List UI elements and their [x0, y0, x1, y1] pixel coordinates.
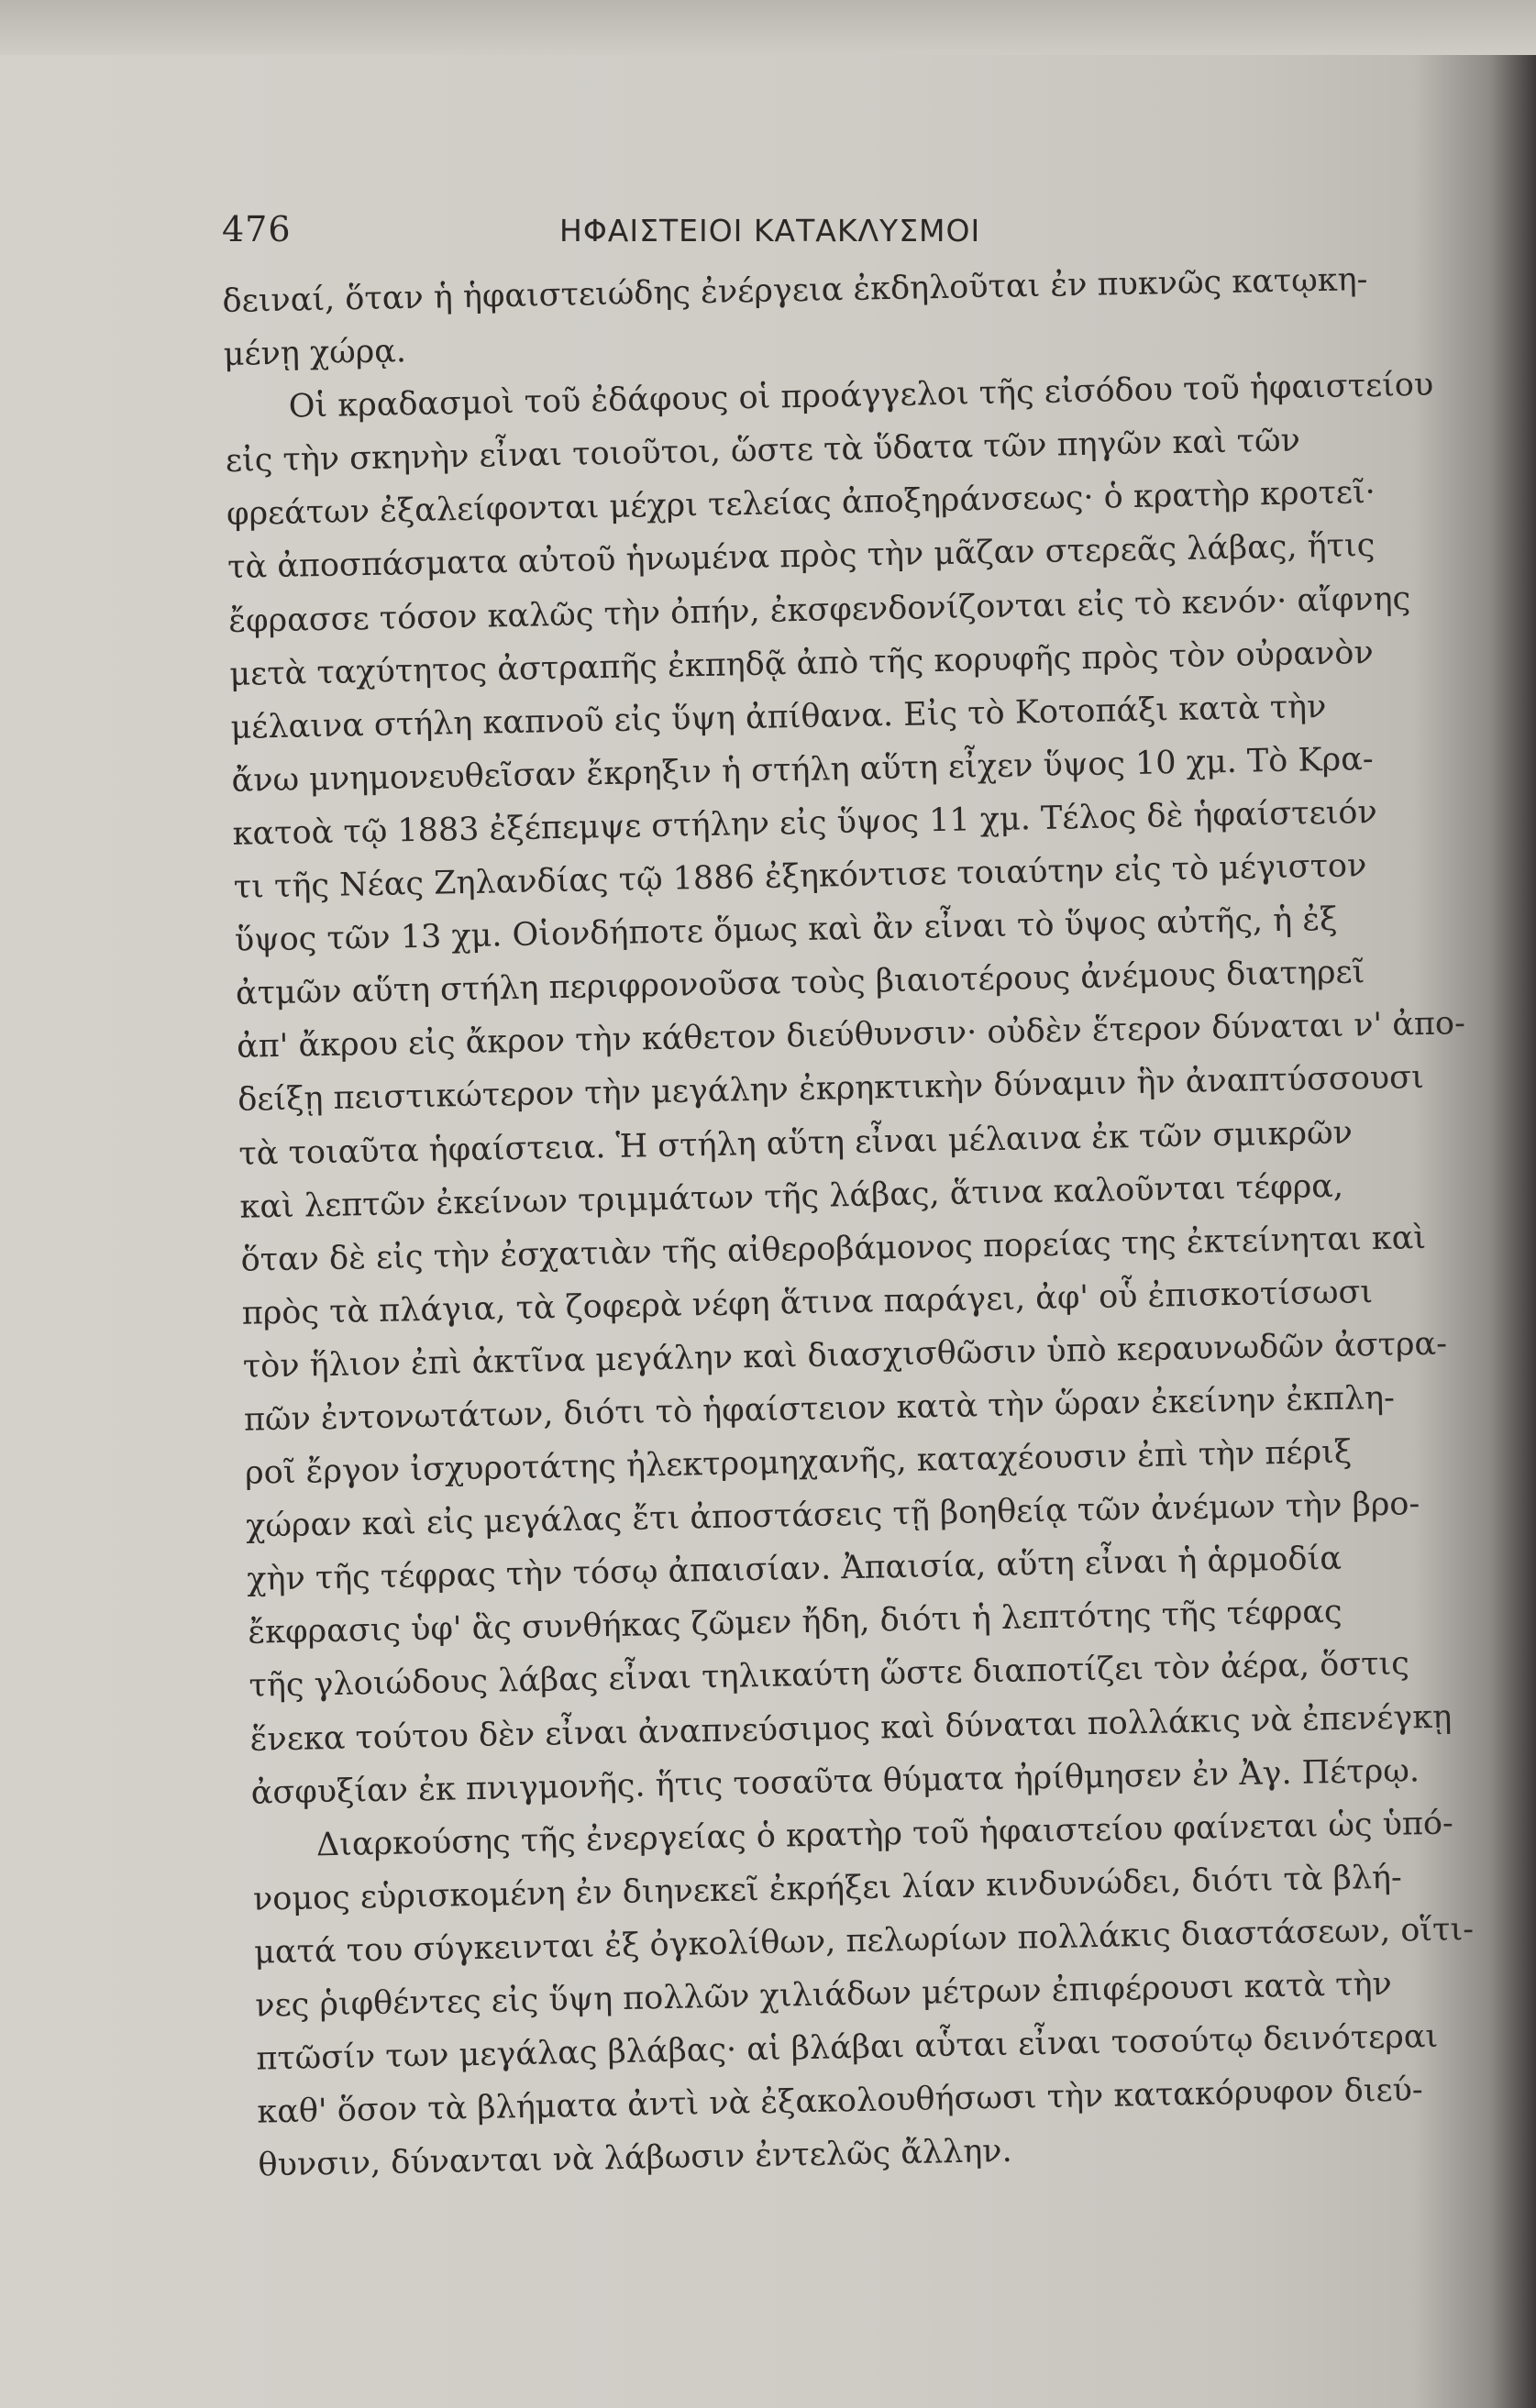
text-line: ὅταν δὲ εἰς τὴν ἐσχατιὰν τῆς αἰθεροβάμονος πορείας της ἐκτείνηται καὶ [240, 1219, 1427, 1279]
text-line: τι τῆς Νέας Ζηλανδίας τῷ 1886 ἐξηκόντισε τοιαύτην εἰς τὸ μέγιστον [233, 847, 1367, 906]
text-line: νες ῥιφθέντες εἰς ὕψη πολλῶν χιλιάδων μέτρων ἐπιφέρουσι κατὰ τὴν [254, 1965, 1393, 2025]
text-line: χὴν τῆς τέφρας τὴν τόσῳ ἀπαισίαν. Ἀπαισία, αὕτη εἶναι ἡ ἁρμοδία [246, 1541, 1343, 1598]
text-line: ἔφρασσε τόσον καλῶς τὴν ὀπήν, ἐκσφενδονίζονται εἰς τὸ κενόν· αἴφνης [227, 580, 1411, 640]
text-line: ματά του σύγκεινται ἐξ ὀγκολίθων, πελωρίων πολλάκις διαστάσεων, οἵτι- [253, 1911, 1475, 1972]
paragraph-start-line: Διαρκούσης τῆς ἐνεργείας ὁ κρατὴρ τοῦ ἡφαιστείου φαίνεται ὡς ὑπό- [315, 1805, 1454, 1864]
text-line: δειναί, ὅταν ἡ ἡφαιστειώδης ἐνέργεια ἐκδηλοῦται ἐν πυκνῶς κατῳκη- [222, 261, 1368, 320]
page-number: 476 [222, 209, 292, 249]
text-line: πρὸς τὰ πλάγια, τὰ ζοφερὰ νέφη ἅτινα παράγει, ἀφ' οὗ ἐπισκοτίσωσι [241, 1273, 1374, 1332]
text-line: χώραν καὶ εἰς μεγάλας ἔτι ἀποστάσεις τῇ βοηθείᾳ τῶν ἀνέμων τὴν βρο- [245, 1486, 1420, 1545]
text-line: νομος εὑρισκομένη ἐν διηνεκεῖ ἐκρήξει λίαν κινδυνώδει, διότι τὰ βλή- [252, 1859, 1403, 1918]
text-line: ἀσφυξίαν ἐκ πνιγμονῆς. ἥτις τοσαῦτα θύματα ἠρίθμησεν ἐν Ἀγ. Πέτρῳ. [250, 1751, 1420, 1812]
text-line: δείξῃ πειστικώτερον τὴν μεγάλην ἐκρηκτικὴν δύναμιν ἣν ἀναπτύσσουσι [237, 1059, 1425, 1120]
text-line: πῶν ἐντονωτάτων, διότι τὸ ἡφαίστειον κατὰ τὴν ὥραν ἐκείνην ἐκπλη- [243, 1379, 1396, 1439]
text-line: μετὰ ταχύτητος ἀστραπῆς ἐκπηδᾷ ἀπὸ τῆς κορυφῆς πρὸς τὸν οὐρανὸν [228, 634, 1375, 693]
paragraph-start-line: Οἱ κραδασμοὶ τοῦ ἐδάφους οἱ προάγγελοι τῆς εἰσόδου τοῦ ἡφαιστείου [288, 366, 1434, 425]
text-line: καὶ λεπτῶν ἐκείνων τριμμάτων τῆς λάβας, ἅτινα καλοῦνται τέφρα, [239, 1167, 1344, 1226]
text-line: φρεάτων ἐξαλείφονται μέχρι τελείας ἀποξηράνσεως· ὁ κρατὴρ κροτεῖ· [226, 474, 1376, 534]
text-line: ἕνεκα τούτου δὲν εἶναι ἀναπνεύσιμος καὶ δύναται πολλάκις νὰ ἐπενέγκῃ [249, 1698, 1453, 1759]
text-line: ροῖ ἔργον ἰσχυροτάτης ἠλεκτρομηχανῆς, καταχέουσιν ἐπὶ τὴν πέριξ [244, 1433, 1353, 1492]
text-line: ἄνω μνημονευθεῖσαν ἔκρηξιν ἡ στήλη αὕτη εἶχεν ὕψος 10 χμ. Τὸ Κρα- [231, 740, 1374, 800]
text-line: τὰ τοιαῦτα ἡφαίστεια. Ἡ στήλη αὕτη εἶναι μέλαινα ἐκ τῶν σμικρῶν [238, 1114, 1354, 1173]
text-line: κατοὰ τῷ 1883 ἐξέπεμψε στήλην εἰς ὕψος 11 χμ. Τέλος δὲ ἡφαίστειόν [232, 793, 1378, 853]
text-line: τὰ ἀποσπάσματα αὐτοῦ ἡνωμένα πρὸς τὴν μᾶζαν στερεᾶς λάβας, ἥτις [227, 527, 1376, 587]
text-line: θυνσιν, δύνανται νὰ λάβωσιν ἐντελῶς ἄλλην. [258, 2133, 1013, 2184]
text-line: ἔκφρασις ὑφ' ἃς συνθήκας ζῶμεν ἤδη, διότι ἡ λεπτότης τῆς τέφρας [248, 1594, 1343, 1652]
running-title: ΗΦΑΙΣΤΕΙΟΙ ΚΑΤΑΚΛΥΣΜΟΙ [559, 213, 981, 249]
text-line: τὸν ἥλιον ἐπὶ ἀκτῖνα μεγάλην καὶ διασχισθῶσιν ὑπὸ κεραυνωδῶν ἀστρα- [242, 1325, 1448, 1386]
text-line: εἰς τὴν σκηνὴν εἶναι τοιοῦτοι, ὥστε τὰ ὕδατα τῶν πηγῶν καὶ τῶν [225, 422, 1301, 480]
text-line: ὕψος τῶν 13 χμ. Οἱονδήποτε ὅμως καὶ ἂν εἶναι τὸ ὕψος αὐτῆς, ἡ ἐξ [234, 900, 1338, 959]
text-line: τῆς γλοιώδους λάβας εἶναι τηλικαύτη ὥστε διαποτίζει τὸν ἀέρα, ὅστις [249, 1645, 1410, 1706]
scan-edge [0, 0, 1536, 55]
page-header [213, 209, 1313, 264]
text-line: ἀτμῶν αὕτη στήλη περιφρονοῦσα τοὺς βιαιοτέρους ἀνέμους διατηρεῖ [235, 954, 1365, 1013]
text-line: πτῶσίν των μεγάλας βλάβας· αἱ βλάβαι αὗται εἶναι τοσούτῳ δεινότεραι [255, 2017, 1439, 2078]
body-text [222, 253, 1475, 2193]
text-line: ἀπ' ἄκρου εἰς ἄκρον τὴν κάθετον διεύθυνσιν· οὐδὲν ἕτερον δύναται ν' ἀπο- [236, 1005, 1466, 1066]
text-line: καθ' ὅσον τὰ βλήματα ἀντὶ νὰ ἐξακολουθήσωσι τὴν κατακόρυφον διεύ- [257, 2071, 1424, 2131]
text-line: μένῃ χώρᾳ. [223, 333, 407, 374]
text-line: μέλαινα στήλη καπνοῦ εἰς ὕψη ἀπίθανα. Εἰς τὸ Κοτοπάξι κατὰ τὴν [230, 688, 1327, 746]
